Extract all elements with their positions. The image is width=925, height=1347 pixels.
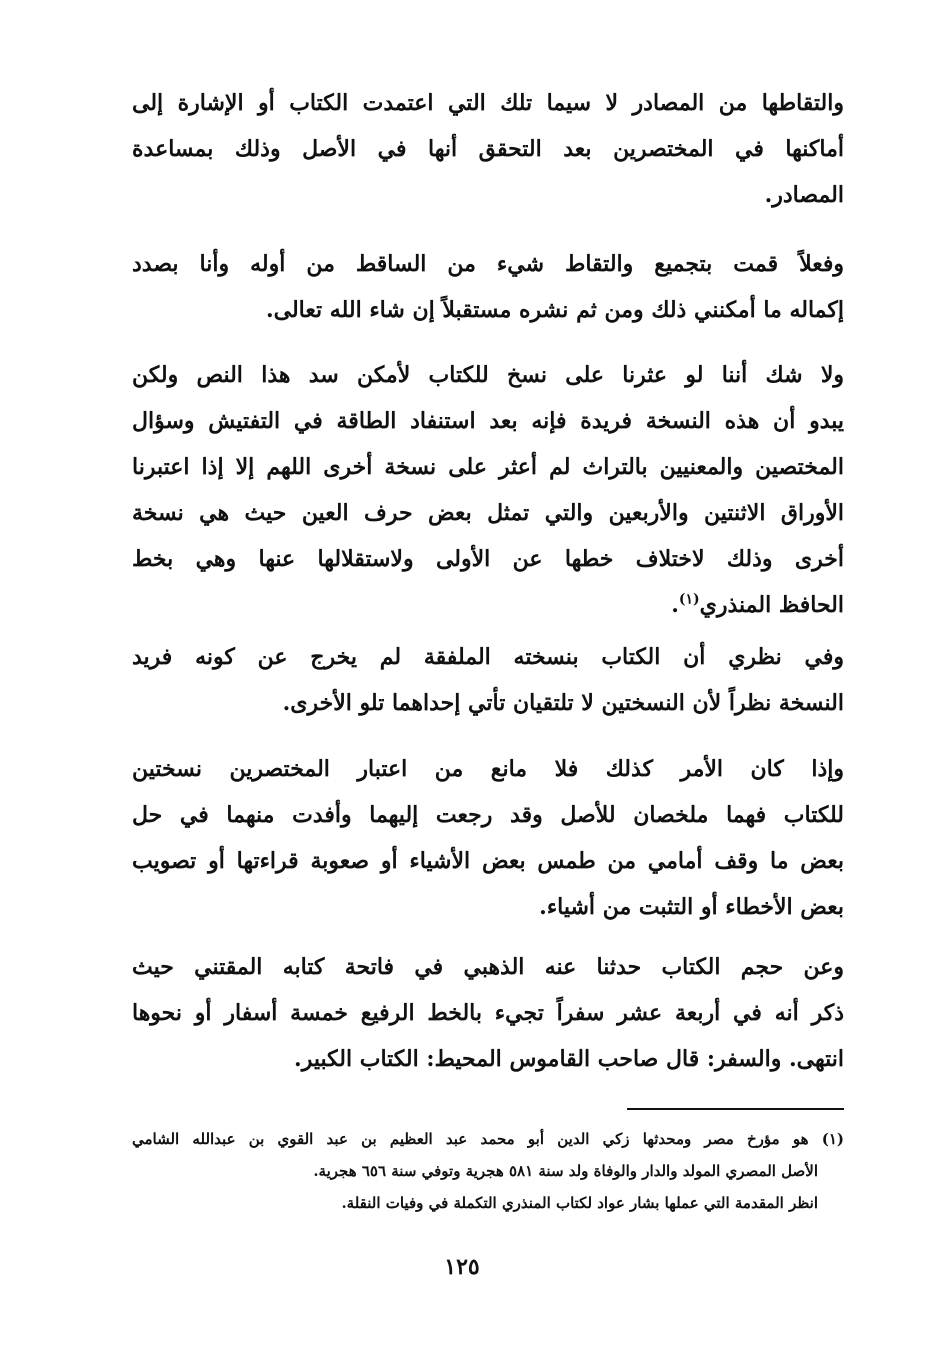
body-paragraph-1 bbox=[132, 80, 844, 218]
paragraph-line-text: الحافظ المنذري bbox=[699, 592, 844, 618]
footnote-line: انظر المقدمة التي عملها بشار عواد لكتاب المنذري التكملة في وفيات النقلة. bbox=[341, 1194, 818, 1212]
sentence-end-punctuation: . bbox=[671, 592, 679, 618]
paragraph-line: يبدو أن هذه النسخة فريدة فإنه بعد استنفاد الطاقة في التفتيش وسؤال bbox=[132, 408, 844, 434]
paragraph-line: للكتاب فهما ملخصان للأصل وقد رجعت إليهما وأفدت منهما في حل bbox=[132, 802, 844, 828]
paragraph-line: ولا شك أننا لو عثرنا على نسخ للكتاب لأمكن سد هذا النص ولكن bbox=[132, 362, 844, 388]
paragraph-line: انتهى. والسفر: قال صاحب القاموس المحيط: الكتاب الكبير. bbox=[294, 1046, 844, 1072]
paragraph-line: أخرى وذلك لاختلاف خطها عن الأولى ولاستقلالها عنها وهي بخط bbox=[132, 546, 844, 572]
paragraph-line: ذكر أنه في أربعة عشر سفراً تجيء بالخط الرفيع خمسة أسفار أو نحوها bbox=[132, 1000, 844, 1026]
paragraph-line: المصادر. bbox=[764, 182, 844, 208]
paragraph-line: بعض ما وقف أمامي من طمس بعض الأشياء أو صعوبة قراءتها أو تصويب bbox=[132, 848, 844, 874]
body-paragraph-3 bbox=[132, 352, 844, 628]
footnote-separator bbox=[627, 1108, 844, 1110]
footnote-line: الأصل المصري المولد والدار والوفاة ولد سنة ٥٨١ هجرية وتوفي سنة ٦٥٦ هجرية. bbox=[313, 1162, 818, 1180]
paragraph-line: بعض الأخطاء أو التثبت من أشياء. bbox=[539, 894, 844, 920]
footnote-reference[interactable]: (١) bbox=[678, 591, 700, 608]
paragraph-line: أماكنها في المختصرين بعد التحقق أنها في الأصل وذلك بمساعدة bbox=[132, 136, 844, 162]
paragraph-line: المختصين والمعنيين بالتراث لم أعثر على نسخة أخرى اللهم إلا إذا اعتبرنا bbox=[132, 454, 844, 480]
paragraph-line-with-footnote bbox=[132, 582, 844, 628]
body-paragraph-6 bbox=[132, 944, 844, 1082]
paragraph-line: إكماله ما أمكنني ذلك ومن ثم نشره مستقبلاً إن شاء الله تعالى. bbox=[265, 297, 844, 323]
footnote-line: (١) هو مؤرخ مصر ومحدثها زكي الدين أبو محمد عبد العظيم بن عبد القوي بن عبدالله الشامي bbox=[132, 1130, 844, 1148]
paragraph-line: وإذا كان الأمر كذلك فلا مانع من اعتبار المختصرين نسختين bbox=[132, 756, 844, 782]
paragraph-line: وفعلاً قمت بتجميع والتقاط شيء من الساقط من أوله وأنا بصدد bbox=[132, 251, 844, 277]
paragraph-line: والتقاطها من المصادر لا سيما تلك التي اعتمدت الكتاب أو الإشارة إلى bbox=[132, 90, 844, 116]
body-paragraph-5 bbox=[132, 746, 844, 930]
paragraph-line: وفي نظري أن الكتاب بنسخته الملفقة لم يخرج عن كونه فريد bbox=[132, 644, 844, 670]
paragraph-line: النسخة نظراً لأن النسختين لا تلتقيان تأتي إحداهما تلو الأخرى. bbox=[282, 690, 844, 716]
paragraph-line: الأوراق الاثنتين والأربعين والتي تمثل بعض حرف العين حيث هي نسخة bbox=[132, 500, 844, 526]
paragraph-line: وعن حجم الكتاب حدثنا عنه الذهبي في فاتحة كتابه المقتني حيث bbox=[132, 954, 844, 980]
body-paragraph-4 bbox=[132, 634, 844, 726]
footnote bbox=[132, 1123, 844, 1219]
page-number: ١٢٥ bbox=[444, 1254, 480, 1280]
body-paragraph-2 bbox=[132, 241, 844, 333]
